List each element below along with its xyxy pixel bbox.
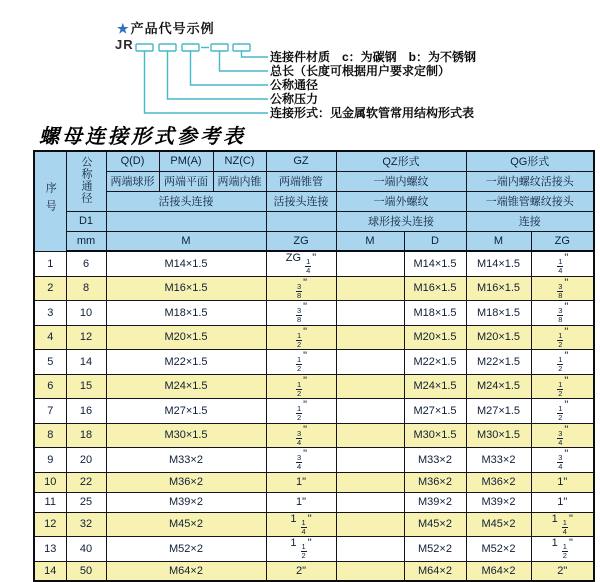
cell-m-qz: [336, 399, 404, 424]
header-q-sub: 两端球形: [106, 171, 159, 191]
leader-line-form: [145, 51, 269, 113]
label-nominal-pressure: 公称压力: [270, 92, 319, 106]
cell-d-qz: M36×2: [404, 472, 466, 492]
header-qz: QZ形式: [336, 151, 466, 171]
cell-m-union: M45×2: [106, 512, 266, 537]
cell-m-qz: [336, 251, 404, 276]
cell-m-qz: [336, 448, 404, 473]
cell-m-qg: M16×1.5: [466, 276, 531, 301]
cell-m-qz: [336, 512, 404, 537]
cell-m-union: M20×1.5: [106, 325, 266, 350]
cell-m-qg: M27×1.5: [466, 399, 531, 424]
cell-seq: 13: [34, 537, 66, 562]
table-row: [34, 374, 594, 399]
diagram-title: [117, 18, 215, 37]
header-nz-sub: 两端内锥: [213, 171, 266, 191]
header-gz-sub: 两端锥管: [266, 171, 336, 191]
cell-m-qz: [336, 423, 404, 448]
cell-zg-qg: 1": [531, 472, 594, 492]
cell-m-qg: M30×1.5: [466, 423, 531, 448]
leader-line-pressure: [168, 51, 269, 99]
cell-zg-gz: 1 $\frac{1}{2}$ ": [266, 537, 336, 562]
cell-seq: 8: [34, 423, 66, 448]
header-qg-sub2: 一端锥管螺纹接头: [466, 191, 594, 211]
cell-zg-gz: $\frac{3}{8}$ ": [266, 301, 336, 326]
header-row-end-types: [34, 171, 594, 191]
cell-zg-gz: $\frac{1}{2}$ ": [266, 374, 336, 399]
code-box-5: [233, 44, 250, 51]
cell-d-qz: M22×1.5: [404, 350, 466, 375]
star-icon: ★: [117, 21, 130, 36]
header-m-qz: M: [336, 231, 404, 251]
cell-zg-gz: 1": [266, 492, 336, 512]
header-row-forms: [34, 151, 594, 171]
header-qg: QG形式: [466, 151, 594, 171]
header-nominal-diameter-text: 公称通径: [80, 155, 92, 204]
header-union-connection-gz: 活接头连接: [266, 191, 336, 211]
cell-seq: 11: [34, 492, 66, 512]
table-row: [34, 276, 594, 301]
header-q: Q(D): [106, 151, 159, 171]
cell-zg-qg: 1": [531, 492, 594, 512]
cell-zg-gz: 1": [266, 472, 336, 492]
cell-m-qg: M33×2: [466, 448, 531, 473]
header-d1: D1: [66, 211, 106, 231]
header-seq-text: 序号: [44, 181, 57, 218]
cell-d-qz: M33×2: [404, 448, 466, 473]
cell-nominal-diameter: 6: [66, 251, 106, 276]
cell-m-union: M36×2: [106, 472, 266, 492]
cell-m-qg: M36×2: [466, 472, 531, 492]
table-row: [34, 301, 594, 326]
cell-m-qg: M64×2: [466, 561, 531, 581]
cell-nominal-diameter: 40: [66, 537, 106, 562]
cell-d-qz: M27×1.5: [404, 399, 466, 424]
cell-zg-gz: $\frac{1}{2}$ ": [266, 325, 336, 350]
cell-nominal-diameter: 12: [66, 325, 106, 350]
header-qz-sub2: 一端外螺纹: [336, 191, 466, 211]
cell-nominal-diameter: 18: [66, 423, 106, 448]
cell-nominal-diameter: 14: [66, 350, 106, 375]
cell-m-qg: M22×1.5: [466, 350, 531, 375]
header-pm: PM(A): [159, 151, 213, 171]
header-mm: mm: [66, 231, 106, 251]
cell-m-union: M30×1.5: [106, 423, 266, 448]
header-empty-wide: [106, 211, 266, 231]
cell-m-union: M39×2: [106, 492, 266, 512]
cell-seq: 9: [34, 448, 66, 473]
leader-line-length: [220, 51, 269, 71]
header-gz: GZ: [266, 151, 336, 171]
label-connection-form: 连接形式：见金属软管常用结构形式表: [270, 106, 475, 120]
cell-seq: 5: [34, 350, 66, 375]
table-header: [34, 151, 594, 251]
cell-m-qz: [336, 374, 404, 399]
table-row: [34, 448, 594, 473]
product-code-prefix: JR: [115, 37, 134, 52]
header-m-wide: M: [106, 231, 266, 251]
cell-seq: 7: [34, 399, 66, 424]
label-nominal-diameter: 公称通径: [270, 78, 319, 92]
cell-seq: 4: [34, 325, 66, 350]
cell-nominal-diameter: 15: [66, 374, 106, 399]
cell-m-union: M64×2: [106, 561, 266, 581]
cell-m-qz: [336, 472, 404, 492]
cell-zg-gz: $\frac{1}{2}$ ": [266, 399, 336, 424]
header-row-units: [34, 231, 594, 251]
cell-zg-gz: 2": [266, 561, 336, 581]
nut-connection-reference-table: [33, 150, 595, 582]
code-box-3: [182, 44, 199, 51]
cell-zg-qg: $\frac{3}{4}$ ": [531, 423, 594, 448]
header-d-qz: D: [404, 231, 466, 251]
cell-seq: 14: [34, 561, 66, 581]
cell-d-qz: M24×1.5: [404, 374, 466, 399]
cell-m-union: M14×1.5: [106, 251, 266, 276]
cell-nominal-diameter: 22: [66, 472, 106, 492]
header-qg-sub1: 一端内螺纹活接头: [466, 171, 594, 191]
label-total-length: 总长（长度可根据用户要求定制）: [270, 64, 451, 78]
label-connector-material: 连接件材质 c：为碳钢 b：为不锈钢: [270, 50, 477, 64]
code-boxes-and-leader-lines: [130, 42, 270, 124]
table-body: [34, 251, 594, 581]
header-empty-gz: [266, 211, 336, 231]
cell-m-qz: [336, 537, 404, 562]
cell-d-qz: M64×2: [404, 561, 466, 581]
cell-nominal-diameter: 8: [66, 276, 106, 301]
header-row-connection: [34, 191, 594, 211]
header-seq: [34, 151, 66, 251]
code-box-4: [211, 44, 228, 51]
leader-line-diameter: [191, 51, 269, 85]
cell-seq: 2: [34, 276, 66, 301]
cell-zg-qg: 2": [531, 561, 594, 581]
cell-d-qz: M30×1.5: [404, 423, 466, 448]
cell-m-qg: M24×1.5: [466, 374, 531, 399]
header-zg-gz: ZG: [266, 231, 336, 251]
cell-zg-gz: $\frac{1}{2}$ ": [266, 350, 336, 375]
cell-nominal-diameter: 16: [66, 399, 106, 424]
cell-nominal-diameter: 20: [66, 448, 106, 473]
table-title: 螺母连接形式参考表: [39, 126, 246, 148]
cell-m-qg: M14×1.5: [466, 251, 531, 276]
cell-d-qz: M45×2: [404, 512, 466, 537]
diagram-title-text: 产品代号示例: [130, 21, 215, 36]
cell-zg-qg: $\frac{1}{4}$ ": [531, 251, 594, 276]
cell-m-qz: [336, 561, 404, 581]
cell-nominal-diameter: 25: [66, 492, 106, 512]
table-row: [34, 492, 594, 512]
cell-m-union: M33×2: [106, 448, 266, 473]
cell-m-qz: [336, 276, 404, 301]
header-qz-sub3: 球形接头连接: [336, 211, 466, 231]
cell-m-qz: [336, 301, 404, 326]
cell-d-qz: M14×1.5: [404, 251, 466, 276]
cell-m-union: M18×1.5: [106, 301, 266, 326]
table-row: [34, 537, 594, 562]
cell-d-qz: M52×2: [404, 537, 466, 562]
table-row: [34, 350, 594, 375]
cell-m-qg: M45×2: [466, 512, 531, 537]
cell-zg-gz: 1 $\frac{1}{4}$ ": [266, 512, 336, 537]
cell-seq: 10: [34, 472, 66, 492]
cell-zg-qg: $\frac{3}{8}$ ": [531, 276, 594, 301]
cell-d-qz: M39×2: [404, 492, 466, 512]
cell-m-union: M27×1.5: [106, 399, 266, 424]
cell-m-qz: [336, 350, 404, 375]
code-box-1: [136, 44, 153, 51]
cell-zg-qg: $\frac{1}{2}$ ": [531, 399, 594, 424]
cell-zg-gz: $\frac{3}{8}$ ": [266, 276, 336, 301]
table-row: [34, 512, 594, 537]
cell-zg-qg: $\frac{1}{2}$ ": [531, 325, 594, 350]
cell-seq: 12: [34, 512, 66, 537]
cell-zg-qg: $\frac{1}{2}$ ": [531, 374, 594, 399]
cell-d-qz: M16×1.5: [404, 276, 466, 301]
cell-nominal-diameter: 32: [66, 512, 106, 537]
table-row: [34, 561, 594, 581]
cell-m-union: M22×1.5: [106, 350, 266, 375]
header-qz-sub1: 一端内螺纹: [336, 171, 466, 191]
table-row: [34, 251, 594, 276]
cell-zg-qg: $\frac{3}{4}$ ": [531, 448, 594, 473]
cell-m-qz: [336, 492, 404, 512]
cell-zg-gz: $\frac{3}{4}$ ": [266, 423, 336, 448]
cell-m-qg: M52×2: [466, 537, 531, 562]
table-row: [34, 472, 594, 492]
cell-zg-qg: $\frac{3}{8}$ ": [531, 301, 594, 326]
cell-m-union: M16×1.5: [106, 276, 266, 301]
cell-zg-qg: 1 $\frac{1}{2}$ ": [531, 537, 594, 562]
cell-seq: 1: [34, 251, 66, 276]
code-box-2: [159, 44, 176, 51]
header-row-d1: [34, 211, 594, 231]
header-m-qg: M: [466, 231, 531, 251]
cell-m-qg: M18×1.5: [466, 301, 531, 326]
cell-m-qg: M39×2: [466, 492, 531, 512]
table-row: [34, 399, 594, 424]
header-pm-sub: 两端平面: [159, 171, 213, 191]
cell-d-qz: M20×1.5: [404, 325, 466, 350]
cell-zg-gz: $\frac{3}{4}$ ": [266, 448, 336, 473]
cell-m-qg: M20×1.5: [466, 325, 531, 350]
cell-nominal-diameter: 50: [66, 561, 106, 581]
cell-d-qz: M18×1.5: [404, 301, 466, 326]
cell-zg-qg: 1 $\frac{1}{4}$ ": [531, 512, 594, 537]
header-union-connection-wide: 活接头连接: [106, 191, 266, 211]
header-nz: NZ(C): [213, 151, 266, 171]
cell-m-qz: [336, 325, 404, 350]
cell-zg-gz: ZG $\frac{1}{4}$ ": [266, 251, 336, 276]
header-qg-sub3: 连接: [466, 211, 594, 231]
cell-m-union: M52×2: [106, 537, 266, 562]
table-row: [34, 423, 594, 448]
cell-zg-qg: $\frac{1}{2}$ ": [531, 350, 594, 375]
header-zg-qg: ZG: [531, 231, 594, 251]
table-row: [34, 325, 594, 350]
leader-line-material: [242, 51, 269, 57]
cell-seq: 6: [34, 374, 66, 399]
cell-nominal-diameter: 10: [66, 301, 106, 326]
header-nominal-diameter: [66, 151, 106, 211]
cell-m-union: M24×1.5: [106, 374, 266, 399]
cell-seq: 3: [34, 301, 66, 326]
